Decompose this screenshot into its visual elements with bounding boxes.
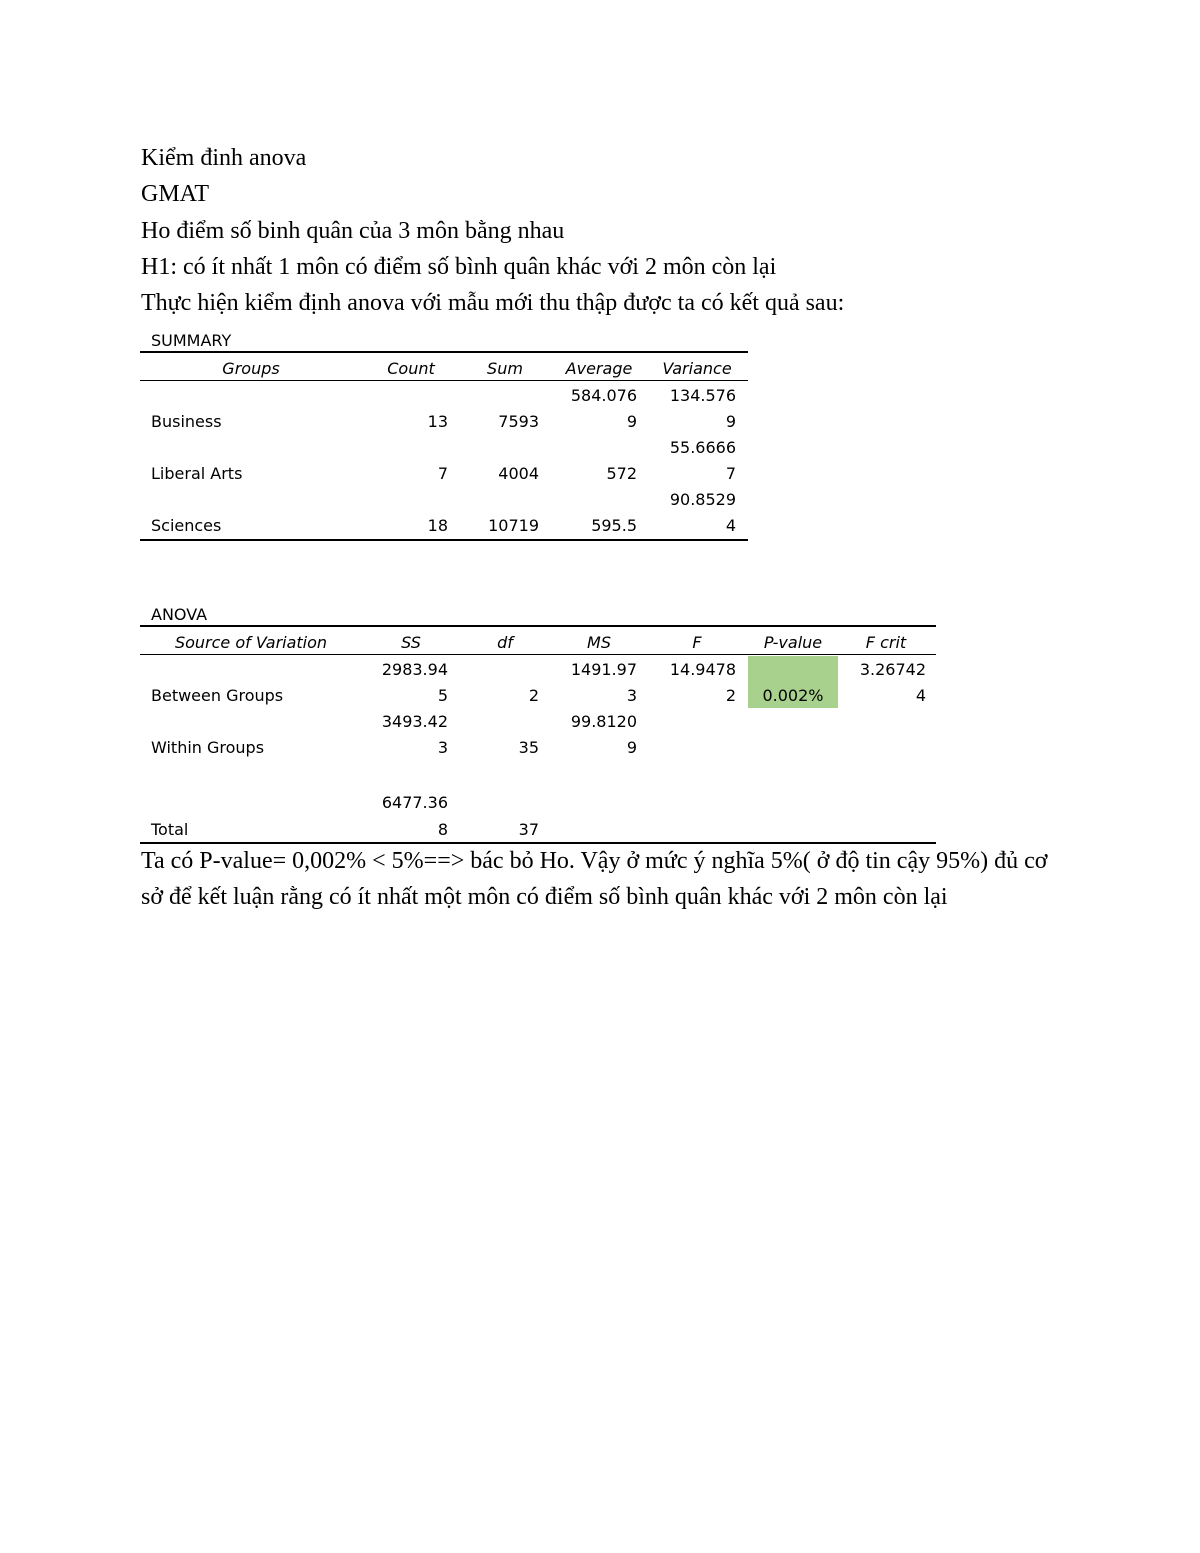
anova-row-f-wrap: 2 [725, 686, 736, 705]
anova-row-source: Between Groups [151, 686, 284, 705]
summary-row-variance-wrap: 9 [725, 412, 736, 431]
anova-row-ms-wrap: 9 [626, 738, 637, 757]
anova-header-ss: SS [401, 633, 421, 652]
summary-row-variance-wrap: 7 [725, 464, 736, 483]
summary-row-group: Business [151, 412, 222, 431]
summary-header-variance: Variance [662, 359, 732, 378]
anova-row-ms-wrap: 3 [626, 686, 637, 705]
anova-row-ss-wrap: 5 [437, 686, 448, 705]
anova-row-ss-wrap: 3 [437, 738, 448, 757]
summary-row-variance: 90.8529 [669, 490, 736, 509]
anova-row-ss: 2983.94 [381, 660, 448, 679]
anova-row-fcrit-wrap: 4 [915, 686, 926, 705]
anova-row-ss-wrap: 8 [437, 820, 448, 839]
summary-row-group: Liberal Arts [151, 464, 243, 483]
anova-row-df: 35 [518, 738, 539, 757]
summary-label: SUMMARY [151, 331, 232, 350]
subject-line: GMAT [141, 181, 210, 207]
summary-row-variance: 55.6666 [669, 438, 736, 457]
summary-row-group: Sciences [151, 516, 222, 535]
document-title: Kiểm đinh anova [141, 145, 307, 171]
summary-row-count: 7 [437, 464, 448, 483]
summary-header-rule [140, 380, 748, 381]
anova-header-df: df [497, 633, 513, 652]
conclusion-paragraph: Ta có P-value= 0,002% < 5%==> bác bỏ Ho. Vậy ở mức ý nghĩa 5%( ở độ tin cậy 95%) đủ cơ sở để kết luận rằng có ít nhất một môn có điểm số bình quân khác với 2 môn còn lại [141, 848, 1048, 910]
summary-row-sum: 7593 [498, 412, 539, 431]
anova-header-fcrit: F crit [865, 633, 907, 652]
anova-top-rule [140, 625, 936, 627]
summary-row-variance-wrap: 4 [725, 516, 736, 535]
alternative-hypothesis: H1: có ít nhất 1 môn có điểm số bình quân khác với 2 môn còn lại [141, 254, 777, 280]
null-hypothesis: Ho điểm số binh quân của 3 môn bằng nhau [141, 218, 565, 244]
anova-row-source: Total [151, 820, 189, 839]
summary-header-count: Count [387, 359, 435, 378]
anova-row-df: 37 [518, 820, 539, 839]
anova-row-fcrit: 3.26742 [859, 660, 926, 679]
summary-row-count: 18 [427, 516, 448, 535]
summary-row-count: 13 [427, 412, 448, 431]
anova-row-df: 2 [528, 686, 539, 705]
anova-header-f: F [692, 633, 702, 652]
summary-header-average: Average [565, 359, 633, 378]
summary-header-groups: Groups [222, 359, 280, 378]
anova-row-ss: 6477.36 [381, 793, 448, 812]
anova-row-f: 14.9478 [669, 660, 736, 679]
summary-row-average: 595.5 [591, 516, 637, 535]
anova-header-pvalue: P-value [763, 633, 823, 652]
summary-row-average: 584.076 [570, 386, 637, 405]
summary-row-sum: 4004 [498, 464, 539, 483]
anova-label: ANOVA [151, 605, 208, 624]
summary-bottom-rule [140, 539, 748, 541]
summary-row-average-wrap: 9 [626, 412, 637, 431]
lead-sentence: Thực hiện kiểm định anova với mẫu mới thu thập được ta có kết quả sau: [141, 290, 845, 316]
anova-row-source: Within Groups [151, 738, 265, 757]
summary-top-rule [140, 351, 748, 353]
summary-row-sum: 10719 [488, 516, 539, 535]
anova-header-source: Source of Variation [174, 633, 328, 652]
summary-row-average: 572 [606, 464, 637, 483]
anova-header-ms: MS [587, 633, 611, 652]
anova-row-pvalue: 0.002% [762, 686, 824, 705]
anova-row-ss: 3493.42 [381, 712, 448, 731]
summary-row-variance: 134.576 [669, 386, 736, 405]
summary-header-sum: Sum [487, 359, 523, 378]
anova-row-ms: 1491.97 [570, 660, 637, 679]
anova-header-rule [140, 654, 936, 655]
anova-row-ms: 99.8120 [570, 712, 637, 731]
